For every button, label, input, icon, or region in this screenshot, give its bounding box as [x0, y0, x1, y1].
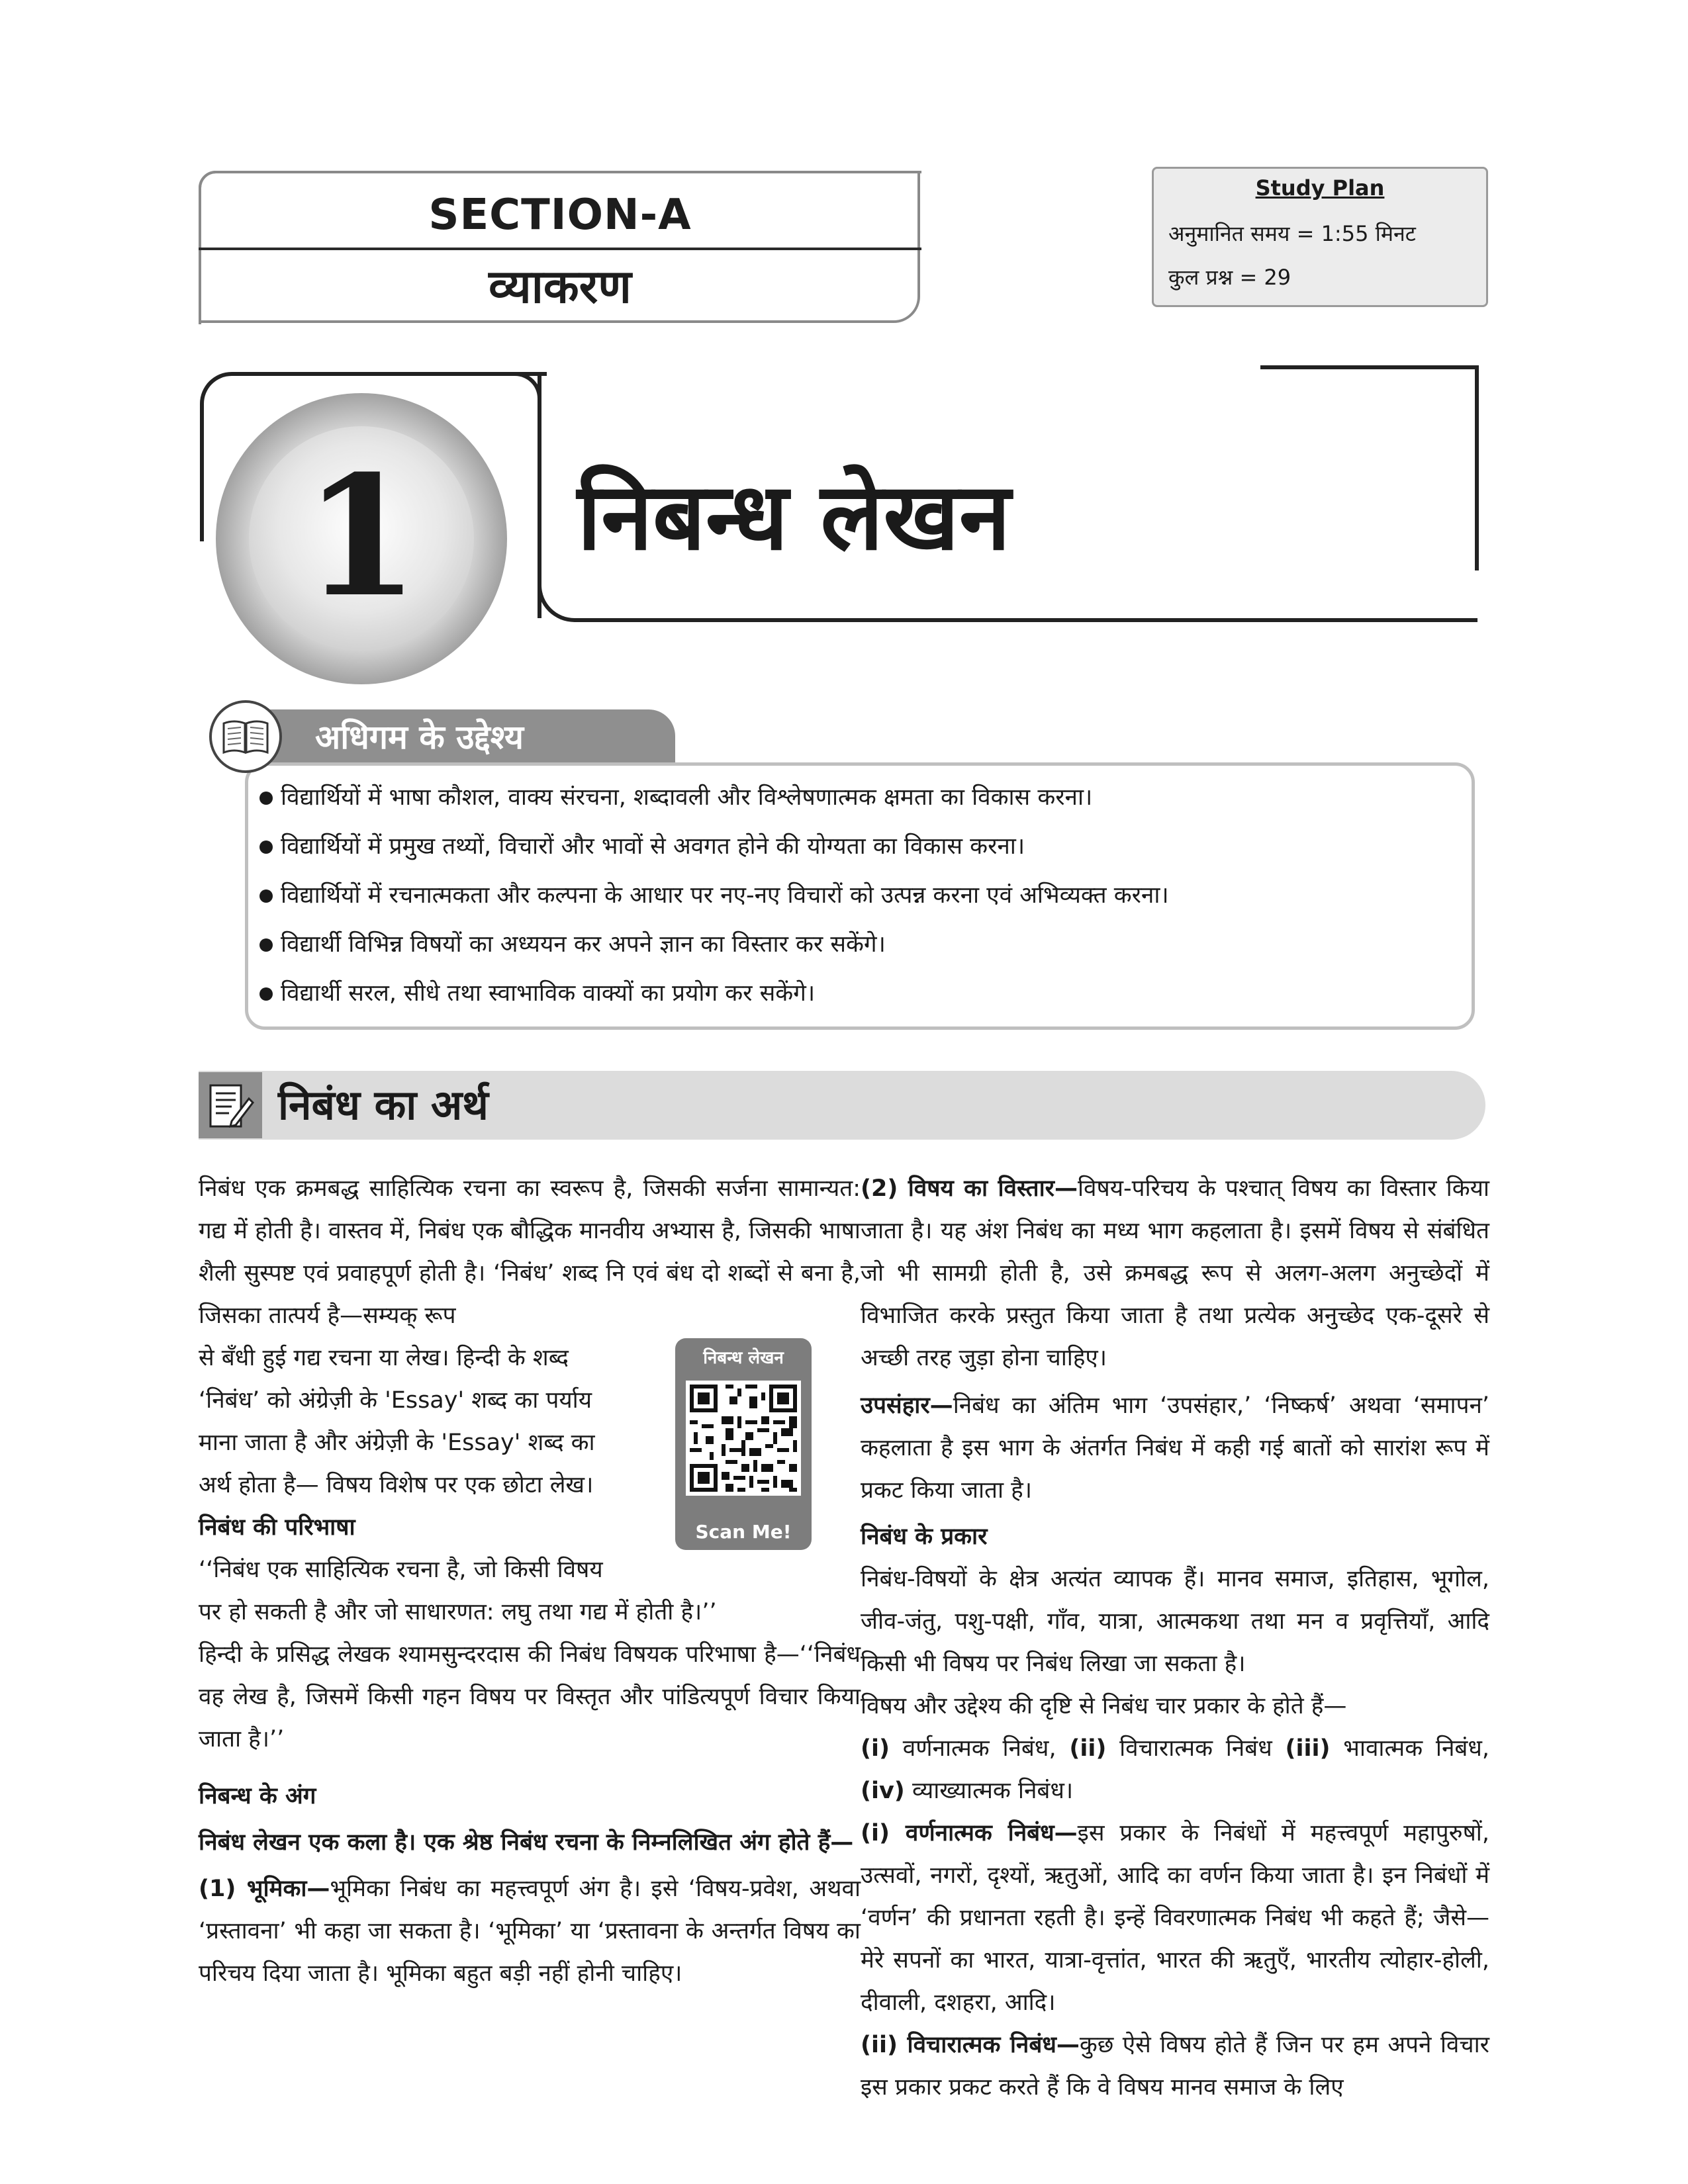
chapter-title: निबन्ध लेखन	[577, 463, 1011, 571]
bhumika-paragraph: (1) भूमिका—भूमिका निबंध का महत्त्वपूर्ण अंग है। इसे ‘विषय-प्रवेश, अथवा ‘प्रस्तावना’ भी कहा जा सकता है। ‘भूमिका’ या ‘प्रस्तावना के अन्तर्गत विषय का परिचय दिया जाता है। भूमिका बहुत बड़ी नहीं होनी चाहिए।	[199, 1876, 861, 1987]
types-count: विषय और उद्देश्य की दृष्टि से निबंध चार प्रकार के होते हैं—	[861, 1693, 1347, 1719]
objective-item: विद्यार्थी सरल, सीधे तथा स्वाभाविक वाक्यों का प्रयोग कर सकेंगे।	[259, 977, 815, 1008]
parts-intro: निबंध लेखन एक कला है। एक श्रेष्ठ निबंध रचना के निम्नलिखित अंग होते हैं—	[199, 1829, 854, 1856]
types-paragraph: निबंध-विषयों के क्षेत्र अत्यंत व्यापक हैं। मानव समाज, इतिहास, भूगोल, जीव-जंतु, पशु-पक्षी, गाँव, यात्रा, आत्मकथा तथा मन व प्रवृत्तियाँ, आदि किसी भी विषय पर निबंध लिखा जा सकता है।	[861, 1566, 1489, 1677]
study-plan-time: अनुमानित समय = 1:55 मिनट	[1168, 221, 1416, 246]
study-plan-box	[1152, 167, 1488, 307]
study-plan-questions: कुल प्रश्न = 29	[1168, 265, 1291, 290]
right-column	[861, 1167, 1489, 2109]
definition-paragraph: हिन्दी के प्रसिद्ध लेखक श्यामसुन्दरदास की निबंध विषयक परिभाषा है—‘‘निबंध वह लेख है, जिसमें किसी गहन विषय पर विस्तृत और पांडित्यपूर्ण विचार किया जाता है।’’	[199, 1641, 861, 1752]
definition-heading: निबंध की परिभाषा	[199, 1514, 355, 1541]
intro-line: ‘निबंध’ को अंग्रेज़ी के 'Essay' शब्द का पर्याय	[199, 1387, 592, 1414]
vicharatmak-paragraph: (ii) विचारात्मक निबंध—कुछ ऐसे विषय होते हैं जिन पर हम अपने विचार इस प्रकार प्रकट करते हैं कि वे विषय मानव समाज के लिए	[861, 2032, 1489, 2101]
types-heading: निबंध के प्रकार	[861, 1524, 988, 1550]
study-plan-title: Study Plan	[1255, 175, 1385, 201]
chapter-number: 1	[304, 439, 419, 633]
objectives-title: अधिगम के उद्देश्य	[315, 718, 524, 756]
definition-line: पर हो सकती है और जो साधारणत: लघु तथा गद्य में होती है।’’	[199, 1599, 717, 1625]
writing-pad-icon	[199, 1072, 262, 1138]
varnatmak-paragraph: (i) वर्णनात्मक निबंध—इस प्रकार के निबंधों में महत्त्वपूर्ण महापुरुषों, उत्सवों, नगरों, दृश्यों, ऋतुओं, आदि का वर्णन किया जाता है। इन निबंधों में ‘वर्णन’ की प्रधानता रहती है। इन्हें विवरणात्मक निबंध भी कहते हैं; जैसे—मेरे सपनों का भारत, यात्रा-वृत्तांत, भारत की ऋतुएँ, भारतीय त्योहार-होली, दीवाली, दशहरा, आदि।	[861, 1820, 1489, 2016]
objective-item: विद्यार्थियों में प्रमुख तथ्यों, विचारों और भावों से अवगत होने की योग्यता का विकास करना।	[259, 830, 1025, 861]
section-divider	[199, 248, 921, 250]
qr-label: निबन्ध लेखन	[703, 1348, 784, 1368]
vistar-paragraph: (2) विषय का विस्तार—विषय-परिचय के पश्चात् विषय का विस्तार किया जाता है। यह अंश निबंध का मध्य भाग कहलाता है। इसमें विषय से संबंधित जो भी सामग्री होती है, उसे क्रमबद्ध रूप से अलग-अलग अनुच्छेदों में विभाजित करके प्रस्तुत किया जाता है तथा प्रत्येक अनुच्छेद एक-दूसरे से अच्छी तरह जुड़ा होना चाहिए।	[861, 1175, 1489, 1371]
intro-line: माना जाता है और अंग्रेज़ी के 'Essay' शब्द का	[199, 1430, 595, 1456]
upsanhar-paragraph: उपसंहार—निबंध का अंतिम भाग ‘उपसंहार,’ ‘निष्कर्ष’ अथवा ‘समापन’ कहलाता है इस भाग के अंतर्गत निबंध में कही गई बातों को सारांश रूप में प्रकट किया जाता है।	[861, 1392, 1489, 1504]
types-list: (i) वर्णनात्मक निबंध, (ii) विचारात्मक निबंध (iii) भावात्मक निबंध, (iv) व्याख्यात्मक निबंध।	[861, 1735, 1490, 1804]
section-title: SECTION-A	[428, 191, 692, 240]
section-subtitle: व्याकरण	[489, 259, 632, 314]
objective-item: विद्यार्थी विभिन्न विषयों का अध्ययन कर अपने ज्ञान का विस्तार कर सकेंगे।	[259, 928, 886, 959]
chapter-frame-bottom	[538, 582, 1477, 622]
book-icon	[209, 700, 282, 773]
chapter-frame-divider	[538, 373, 541, 618]
meaning-title: निबंध का अर्थ	[278, 1081, 489, 1129]
parts-heading: निबन्ध के अंग	[199, 1783, 316, 1809]
objective-item: विद्यार्थियों में रचनात्मकता और कल्पना के आधार पर नए-नए विचारों को उत्पन्न करना एवं अभिव्यक्त करना।	[259, 879, 1169, 910]
intro-line: अर्थ होता है— विषय विशेष पर एक छोटा लेख।	[199, 1472, 594, 1498]
objective-item: विद्यार्थियों में भाषा कौशल, वाक्य संरचना, शब्दावली और विश्लेषणात्मक क्षमता का विकास करना।	[259, 781, 1092, 812]
definition-line: ‘‘निबंध एक साहित्यिक रचना है, जो किसी विषय	[199, 1557, 603, 1583]
left-column	[199, 1167, 861, 1995]
qr-scan-label: Scan Me!	[695, 1521, 792, 1543]
intro-line: से बँधी हुई गद्य रचना या लेख। हिन्दी के शब्द	[199, 1345, 569, 1371]
chapter-frame-right	[1475, 365, 1479, 570]
intro-paragraph: निबंध एक क्रमबद्ध साहित्यिक रचना का स्वरूप है, जिसकी सर्जना सामान्यत: गद्य में होती है। वास्तव में, निबंध एक बौद्धिक मानवीय अभ्यास है, जिसकी भाषा शैली सुस्पष्ट एवं प्रवाहपूर्ण होती है। ‘निबंध’ शब्द नि एवं बंध दो शब्दों से बना है, जिसका तात्पर्य है—सम्यक् रूप	[199, 1175, 861, 1329]
chapter-frame-top-right	[1260, 365, 1479, 369]
